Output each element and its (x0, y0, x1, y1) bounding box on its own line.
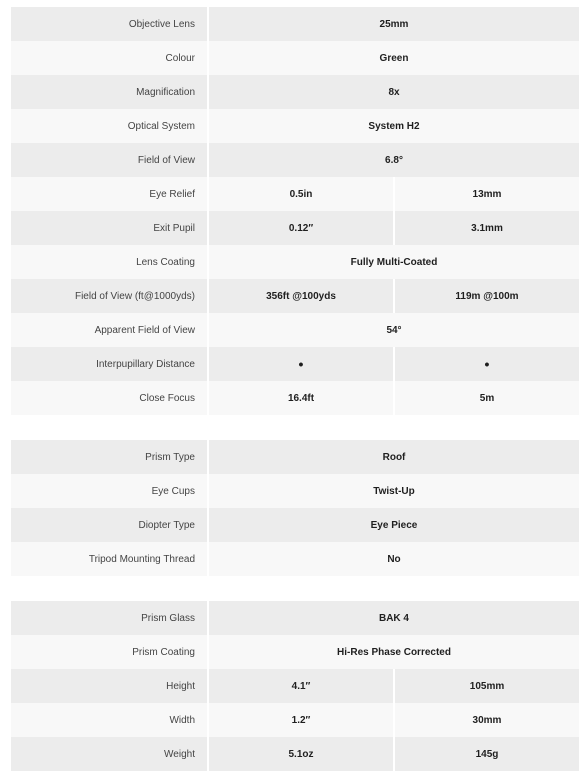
spec-row (11, 75, 579, 109)
spec-value: Eye Piece (209, 508, 579, 542)
spec-label: Colour (11, 41, 207, 75)
spec-row (11, 313, 579, 347)
spec-value: 13mm (395, 177, 579, 211)
spec-row (11, 737, 579, 771)
spec-row (11, 245, 579, 279)
spec-value: • (209, 347, 393, 381)
spec-label: Objective Lens (11, 7, 207, 41)
spec-value: 105mm (395, 669, 579, 703)
spec-row (11, 347, 579, 381)
spec-label: Eye Cups (11, 474, 207, 508)
spec-value: 6.8° (209, 143, 579, 177)
spec-row (11, 7, 579, 41)
spec-value: 1.2″ (209, 703, 393, 737)
spec-table-2 (11, 440, 579, 576)
spec-table-1 (11, 7, 579, 415)
spec-label: Weight (11, 737, 207, 771)
spec-row (11, 211, 579, 245)
spec-label: Apparent Field of View (11, 313, 207, 347)
spec-label: Field of View (ft@1000yds) (11, 279, 207, 313)
spec-row (11, 41, 579, 75)
spec-value: Roof (209, 440, 579, 474)
spec-value: 4.1″ (209, 669, 393, 703)
spec-value: Green (209, 41, 579, 75)
spec-row (11, 601, 579, 635)
spec-row (11, 474, 579, 508)
spec-label: Exit Pupil (11, 211, 207, 245)
spec-value: 3.1mm (395, 211, 579, 245)
spec-table-3 (11, 601, 579, 771)
spec-label: Magnification (11, 75, 207, 109)
spec-label: Field of View (11, 143, 207, 177)
spec-label: Diopter Type (11, 508, 207, 542)
spec-label: Eye Relief (11, 177, 207, 211)
spec-value: System H2 (209, 109, 579, 143)
spec-label: Width (11, 703, 207, 737)
spec-row (11, 381, 579, 415)
spec-value: 8x (209, 75, 579, 109)
spec-row (11, 635, 579, 669)
spec-label: Interpupillary Distance (11, 347, 207, 381)
spec-value: 0.5in (209, 177, 393, 211)
spec-row (11, 143, 579, 177)
spec-value: 25mm (209, 7, 579, 41)
spec-label: Prism Glass (11, 601, 207, 635)
spec-row (11, 669, 579, 703)
spec-label: Optical System (11, 109, 207, 143)
spec-value: Hi-Res Phase Corrected (209, 635, 579, 669)
spec-label: Height (11, 669, 207, 703)
spec-value: 54° (209, 313, 579, 347)
spec-row (11, 440, 579, 474)
spec-row (11, 703, 579, 737)
spec-label: Prism Type (11, 440, 207, 474)
spec-value: 0.12″ (209, 211, 393, 245)
spec-value: 5.1oz (209, 737, 393, 771)
spec-label: Close Focus (11, 381, 207, 415)
spec-value: 356ft @100yds (209, 279, 393, 313)
spec-value: BAK 4 (209, 601, 579, 635)
spec-row (11, 508, 579, 542)
spec-value: Twist-Up (209, 474, 579, 508)
spec-row (11, 542, 579, 576)
spec-label: Tripod Mounting Thread (11, 542, 207, 576)
spec-row (11, 109, 579, 143)
spec-value: 16.4ft (209, 381, 393, 415)
spec-value: 119m @100m (395, 279, 579, 313)
spec-value: 30mm (395, 703, 579, 737)
spec-value: • (395, 347, 579, 381)
spec-value: 145g (395, 737, 579, 771)
spec-value: 5m (395, 381, 579, 415)
spec-row (11, 279, 579, 313)
spec-value: No (209, 542, 579, 576)
spec-label: Lens Coating (11, 245, 207, 279)
spec-row (11, 177, 579, 211)
spec-value: Fully Multi-Coated (209, 245, 579, 279)
spec-label: Prism Coating (11, 635, 207, 669)
